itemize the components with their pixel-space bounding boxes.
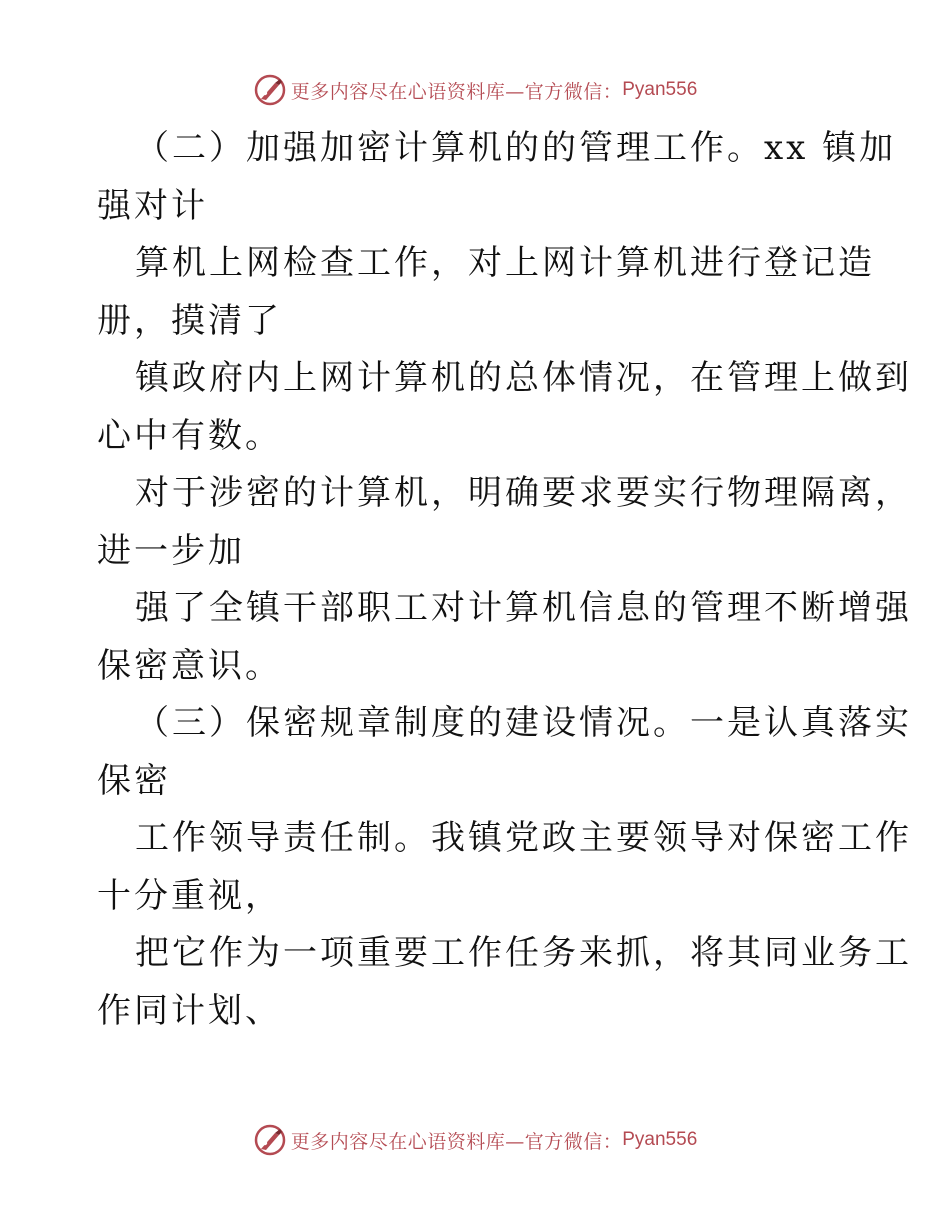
text-line: 进一步加 xyxy=(97,530,245,571)
text-line: 十分重视， xyxy=(97,875,282,916)
footer-banner-id: Pyan556 xyxy=(622,1129,698,1150)
pen-logo-icon xyxy=(253,73,287,107)
pen-logo-icon xyxy=(253,1123,287,1157)
document-body xyxy=(97,120,912,1040)
text-line: 工作领导责任制。我镇党政主要领导对保密工作 xyxy=(135,818,912,858)
text-line: 镇政府内上网计算机的总体情况，在管理上做到 xyxy=(135,358,912,398)
text-line: 强了全镇干部职工对计算机信息的管理不断增强 xyxy=(135,588,912,628)
footer-banner-text: 更多内容尽在心语资料库—官方微信： xyxy=(290,1130,623,1153)
text-line: 作同计划、 xyxy=(97,990,282,1031)
header-banner-id: Pyan556 xyxy=(622,79,698,100)
text-line: 保密 xyxy=(97,760,171,801)
header-banner-text: 更多内容尽在心语资料库—官方微信： xyxy=(290,80,623,103)
text-line: （三）保密规章制度的建设情况。一是认真落实 xyxy=(135,703,912,743)
text-line: 算机上网检查工作，对上网计算机进行登记造 xyxy=(135,243,875,283)
text-line: 心中有数。 xyxy=(97,415,282,456)
text-line: （二）加强加密计算机的的管理工作。xx 镇加 xyxy=(135,128,897,168)
header-banner xyxy=(0,70,950,110)
text-line: 把它作为一项重要工作任务来抓，将其同业务工 xyxy=(135,933,912,973)
text-line: 对于涉密的计算机，明确要求要实行物理隔离， xyxy=(135,473,912,513)
text-line: 保密意识。 xyxy=(97,645,282,686)
footer-banner xyxy=(0,1120,950,1160)
text-line: 强对计 xyxy=(97,185,208,226)
text-line: 册，摸清了 xyxy=(97,300,282,341)
